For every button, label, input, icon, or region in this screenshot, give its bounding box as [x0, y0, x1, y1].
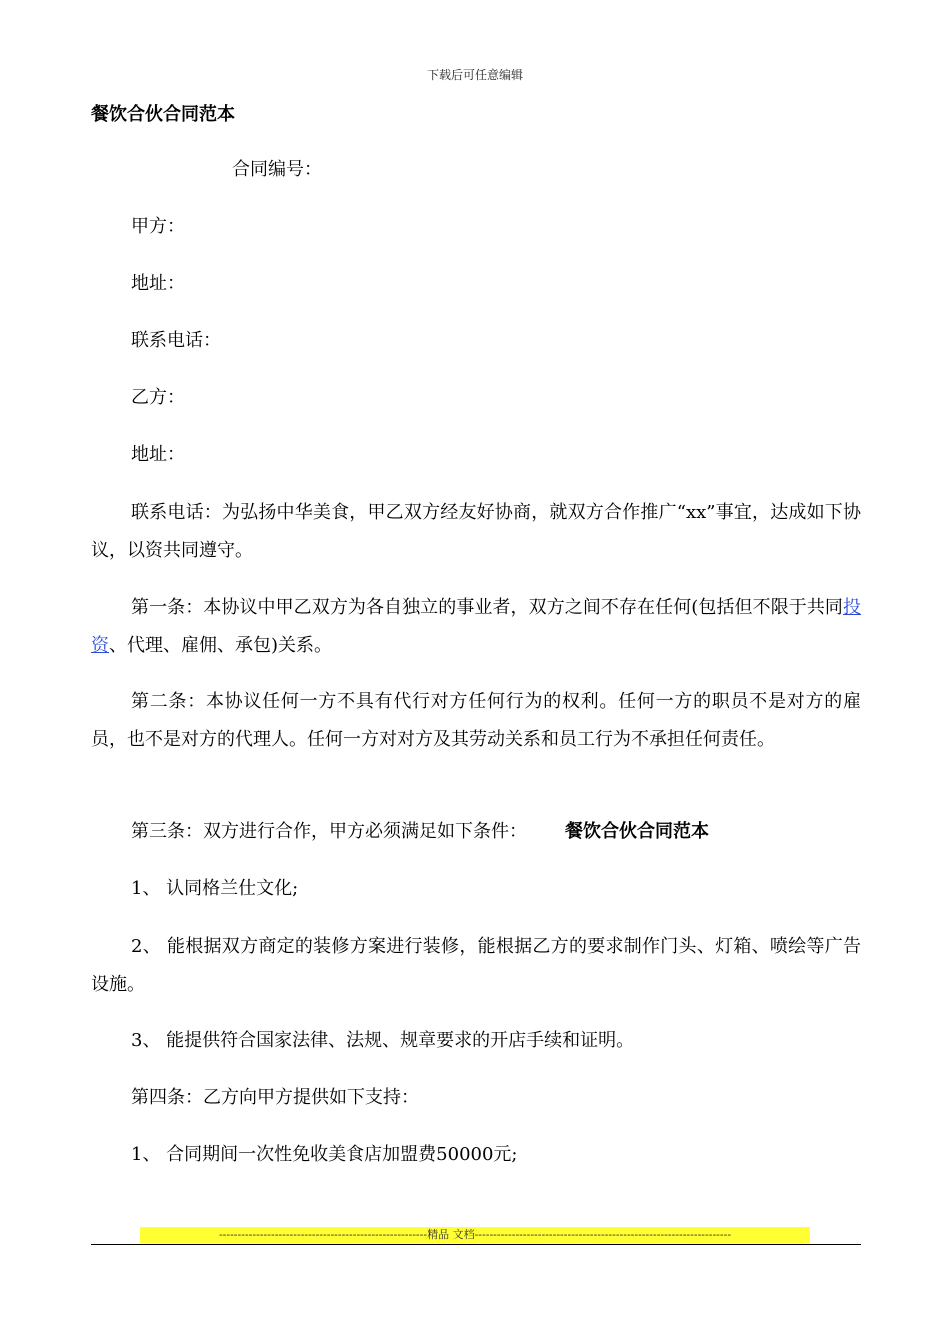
footer-divider — [91, 1244, 861, 1245]
inline-title: 餐饮合伙合同范本 — [565, 821, 709, 842]
condition-2: 2、 能根据双方商定的装修方案进行装修，能根据乙方的要求制作门头、灯箱、喷绘等广告设施。 — [91, 936, 861, 995]
condition-1: 1、 认同格兰仕文化; — [131, 878, 299, 899]
support-1: 1、 合同期间一次性免收美食店加盟费50000元; — [131, 1144, 518, 1165]
article-1 — [91, 589, 861, 665]
article-3 — [131, 814, 901, 850]
intro-paragraph: 联系电话：为弘扬中华美食，甲乙双方经友好协商，就双方合作推广“xx”事宜，达成如下协议，以资共同遵守。 — [91, 502, 861, 561]
party-b-label: 乙方： — [131, 387, 185, 408]
footer-watermark-bar: --------------------------------------------------------精品 文档--------------------------------------------------------------------- — [140, 1227, 810, 1243]
contract-number-label: 合同编号： — [232, 159, 322, 180]
article-3-text: 第三条：双方进行合作，甲方必须满足如下条件： — [131, 821, 527, 842]
investment-link[interactable]: 投资 — [91, 597, 861, 656]
header-note: 下载后可任意编辑 — [426, 68, 523, 82]
party-a-address-label: 地址： — [131, 273, 185, 294]
article-2: 第二条：本协议任何一方不具有代行对方任何行为的权利。任何一方的职员不是对方的雇员，也不是对方的代理人。任何一方对对方及其劳动关系和员工行为不承担任何责任。 — [91, 691, 861, 750]
article-4: 第四条：乙方向甲方提供如下支持： — [131, 1087, 419, 1108]
condition-3: 3、 能提供符合国家法律、法规、规章要求的开店手续和证明。 — [131, 1030, 635, 1051]
party-b-address-label: 地址： — [131, 444, 185, 465]
article-1-text-after: 、代理、雇佣、承包)关系。 — [109, 635, 333, 656]
party-a-phone-label: 联系电话： — [131, 330, 221, 351]
document-title: 餐饮合伙合同范本 — [91, 104, 235, 125]
article-1-text-before: 第一条：本协议中甲乙双方为各自独立的事业者，双方之间不存在任何(包括但不限于共同 — [131, 597, 843, 618]
party-a-label: 甲方： — [131, 216, 185, 237]
